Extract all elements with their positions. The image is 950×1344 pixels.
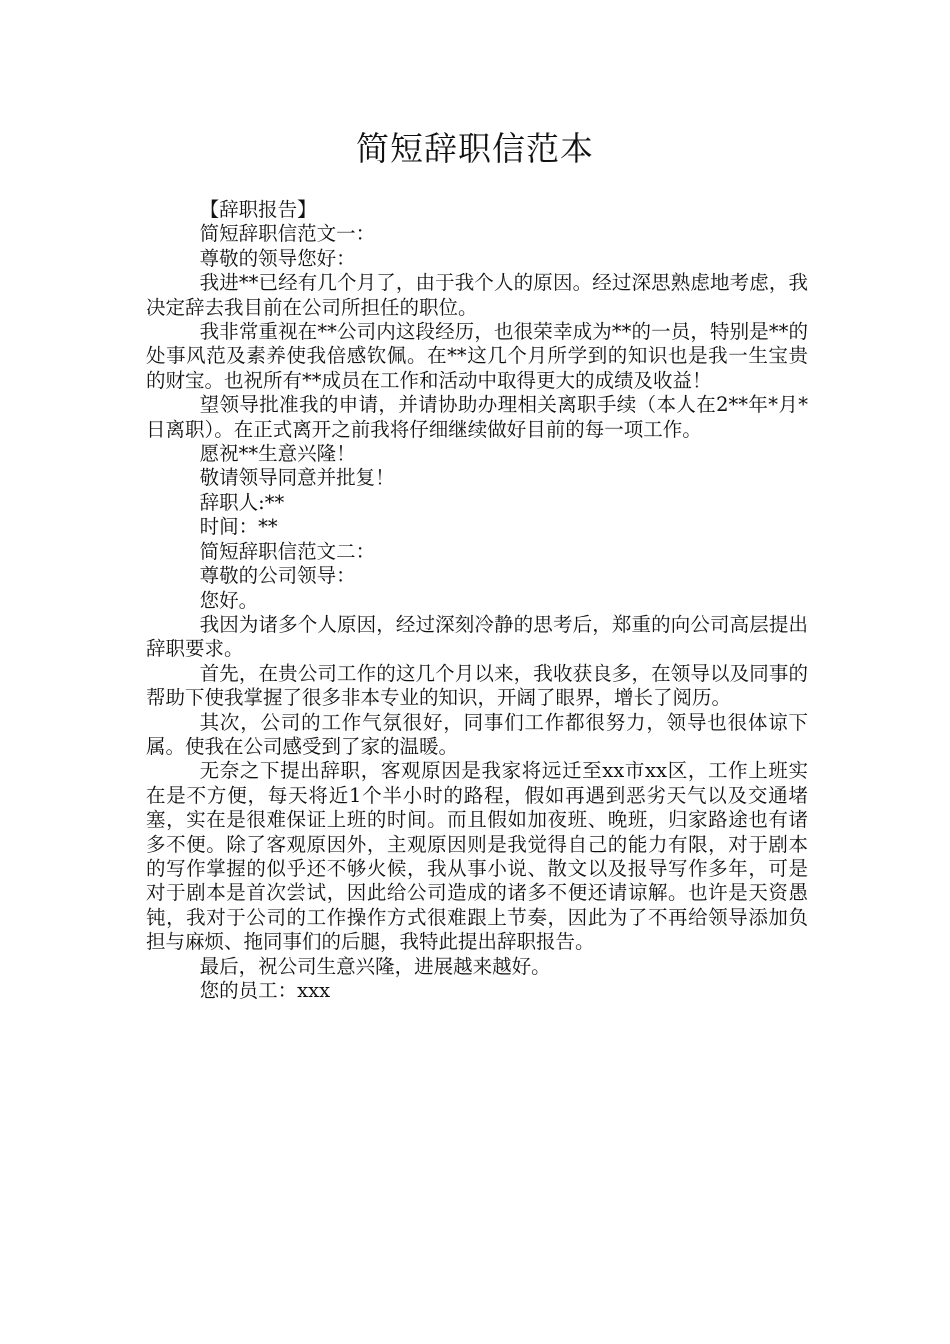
paragraph-body: 首先，在贵公司工作的这几个月以来，我收获良多，在领导以及同事的帮助下使我掌握了很多非本专业的知识，开阔了眼界，增长了阅历。 (146, 661, 808, 710)
paragraph-body: 无奈之下提出辞职，客观原因是我家将远迁至xx市xx区，工作上班实在是不方便，每天将近1个半小时的路程，假如再遇到恶劣天气以及交通堵塞，实在是很难保证上班的时间。而且假如加夜班、晚班，归家路途也有诸多不便。除了客观原因外，主观原因则是我觉得自己的能力有限，对于剧本的写作掌握的似乎还不够火候，我从事小说、散文以及报导写作多年，可是对于剧本是首次尝试，因此给公司造成的诸多不便还请谅解。也许是天资愚钝，我对于公司的工作操作方式很难跟上节奏，因此为了不再给领导添加负担与麻烦、拖同事们的后腿，我特此提出辞职报告。 (146, 759, 808, 954)
paragraph-employee-signature: 您的员工：xxx (199, 979, 331, 1002)
paragraph-greeting: 您好。 (199, 588, 259, 612)
paragraph-sample-one-heading: 简短辞职信范文一： (199, 222, 376, 246)
paragraph-body: 我非常重视在**公司内这段经历，也很荣幸成为**的一员，特别是**的处事风范及素养使我倍感钦佩。在**这几个月所学到的知识也是我一生宝贵的财宝。也祝所有**成员在工作和活动中取得更大的成绩及收益！ (146, 320, 808, 392)
paragraph-request: 敬请领导同意并批复！ (199, 466, 395, 490)
paragraph-salutation-one: 尊敬的领导您好： (199, 246, 356, 270)
paragraph-body: 望领导批准我的申请，并请协助办理相关离职手续（本人在2**年*月*日离职）。在正式离开之前我将仔细继续做好目前的每一项工作。 (146, 393, 808, 441)
paragraph-body: 我因为诸多个人原因，经过深刻冷静的思考后，郑重的向公司高层提出辞职要求。 (146, 612, 808, 661)
paragraph-date: 时间：** (199, 515, 278, 539)
paragraph-body: 我进**已经有几个月了，由于我个人的原因。经过深思熟虑地考虑，我决定辞去我目前在公司所担任的职位。 (146, 271, 808, 319)
paragraph-closing: 最后，祝公司生意兴隆，进展越来越好。 (199, 954, 551, 978)
paragraph-body: 其次，公司的工作气氛很好，同事们工作都很努力，领导也很体谅下属。使我在公司感受到了家的温暖。 (146, 710, 808, 758)
paragraph-report-heading: 【辞职报告】 (199, 198, 317, 221)
paragraph-salutation-two: 尊敬的公司领导： (199, 564, 356, 588)
paragraph-signature: 辞职人:** (199, 490, 285, 514)
paragraph-wish: 愿祝**生意兴隆！ (199, 442, 356, 466)
document-body (146, 198, 808, 1003)
document-title: 简短辞职信范本 (356, 129, 594, 168)
paragraph-sample-two-heading: 简短辞职信范文二： (199, 539, 376, 563)
